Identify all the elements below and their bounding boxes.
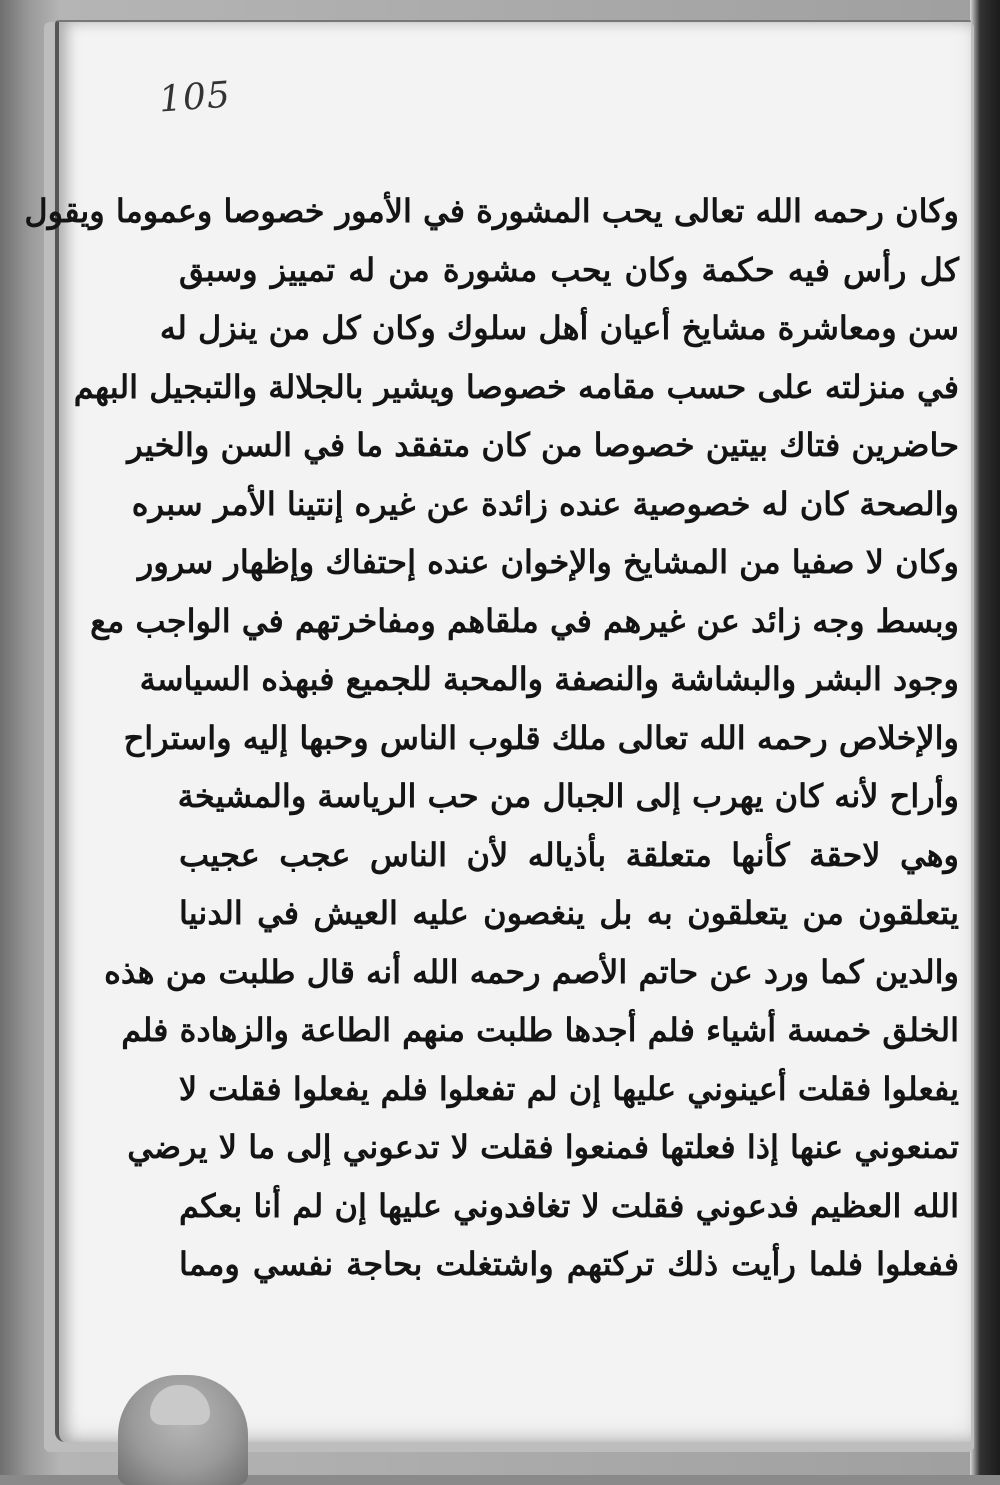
manuscript-page bbox=[24, 20, 971, 1442]
manuscript-text-block bbox=[24, 182, 960, 1294]
page-number: 105 bbox=[157, 74, 233, 121]
manuscript-line: والصحة كان له خصوصية عنده زائدة عن غيره إنتينا الأمر سبره bbox=[131, 484, 959, 523]
manuscript-line: يفعلوا فقلت أعينوني عليها إن لم تفعلوا فلم يفعلوا فقلت لا bbox=[178, 1069, 959, 1108]
manuscript-line: والإخلاص رحمه الله تعالى ملك قلوب الناس وحبها إليه واستراح bbox=[123, 718, 959, 757]
manuscript-line: الله العظيم فدعوني فقلت لا تغافدوني عليها إن لم أنا بعكم bbox=[179, 1186, 960, 1225]
manuscript-line: حاضرين فتاك بيتين خصوصا من كان متفقد ما في السن والخير bbox=[127, 426, 959, 464]
manuscript-line: وكان لا صفيا من المشايخ والإخوان عنده إحتفاك وإظهار سرور bbox=[137, 543, 959, 581]
manuscript-line: وكان رحمه الله تعالى يحب المشورة في الأمور خصوصا وعموما ويقول bbox=[24, 192, 959, 230]
manuscript-line: وهي لاحقة كأنها متعلقة بأذياله لأن الناس عجب عجيب bbox=[179, 835, 959, 874]
manuscript-line: يتعلقون من يتعلقون به بل ينغصون عليه العيش في الدنيا bbox=[179, 894, 959, 932]
manuscript-line: وجود البشر والبشاشة والنصفة والمحبة للجميع فبهذه السياسة bbox=[139, 660, 959, 698]
manuscript-line: ففعلوا فلما رأيت ذلك تركتهم واشتغلت بحاجة نفسي ومما bbox=[179, 1245, 959, 1283]
manuscript-line: وبسط وجه زائد عن غيرهم في ملقاهم ومفاخرتهم في الواجب مع bbox=[90, 601, 959, 640]
book-binding-edge bbox=[970, 0, 1000, 1475]
manuscript-line: الخلق خمسة أشياء فلم أجدها طلبت منهم الطاعة والزهادة فلم bbox=[121, 1011, 959, 1049]
manuscript-line: والدين كما ورد عن حاتم الأصم رحمه الله أنه قال طلبت من هذه bbox=[104, 952, 959, 991]
manuscript-line: كل رأس فيه حكمة وكان يحب مشورة من له تمييز وسبق bbox=[179, 250, 959, 289]
manuscript-line: تمنعوني عنها إذا فعلتها فمنعوا فقلت لا تدعوني إلى ما لا يرضي bbox=[127, 1128, 959, 1166]
manuscript-line: في منزلته على حسب مقامه خصوصا ويشير بالجلالة والتبجيل البهم bbox=[73, 367, 959, 406]
manuscript-line: سن ومعاشرة مشايخ أعيان أهل سلوك وكان كل من ينزل له bbox=[159, 309, 959, 347]
manuscript-line: وأراح لأنه كان يهرب إلى الجبال من حب الرياسة والمشيخة bbox=[177, 777, 959, 815]
